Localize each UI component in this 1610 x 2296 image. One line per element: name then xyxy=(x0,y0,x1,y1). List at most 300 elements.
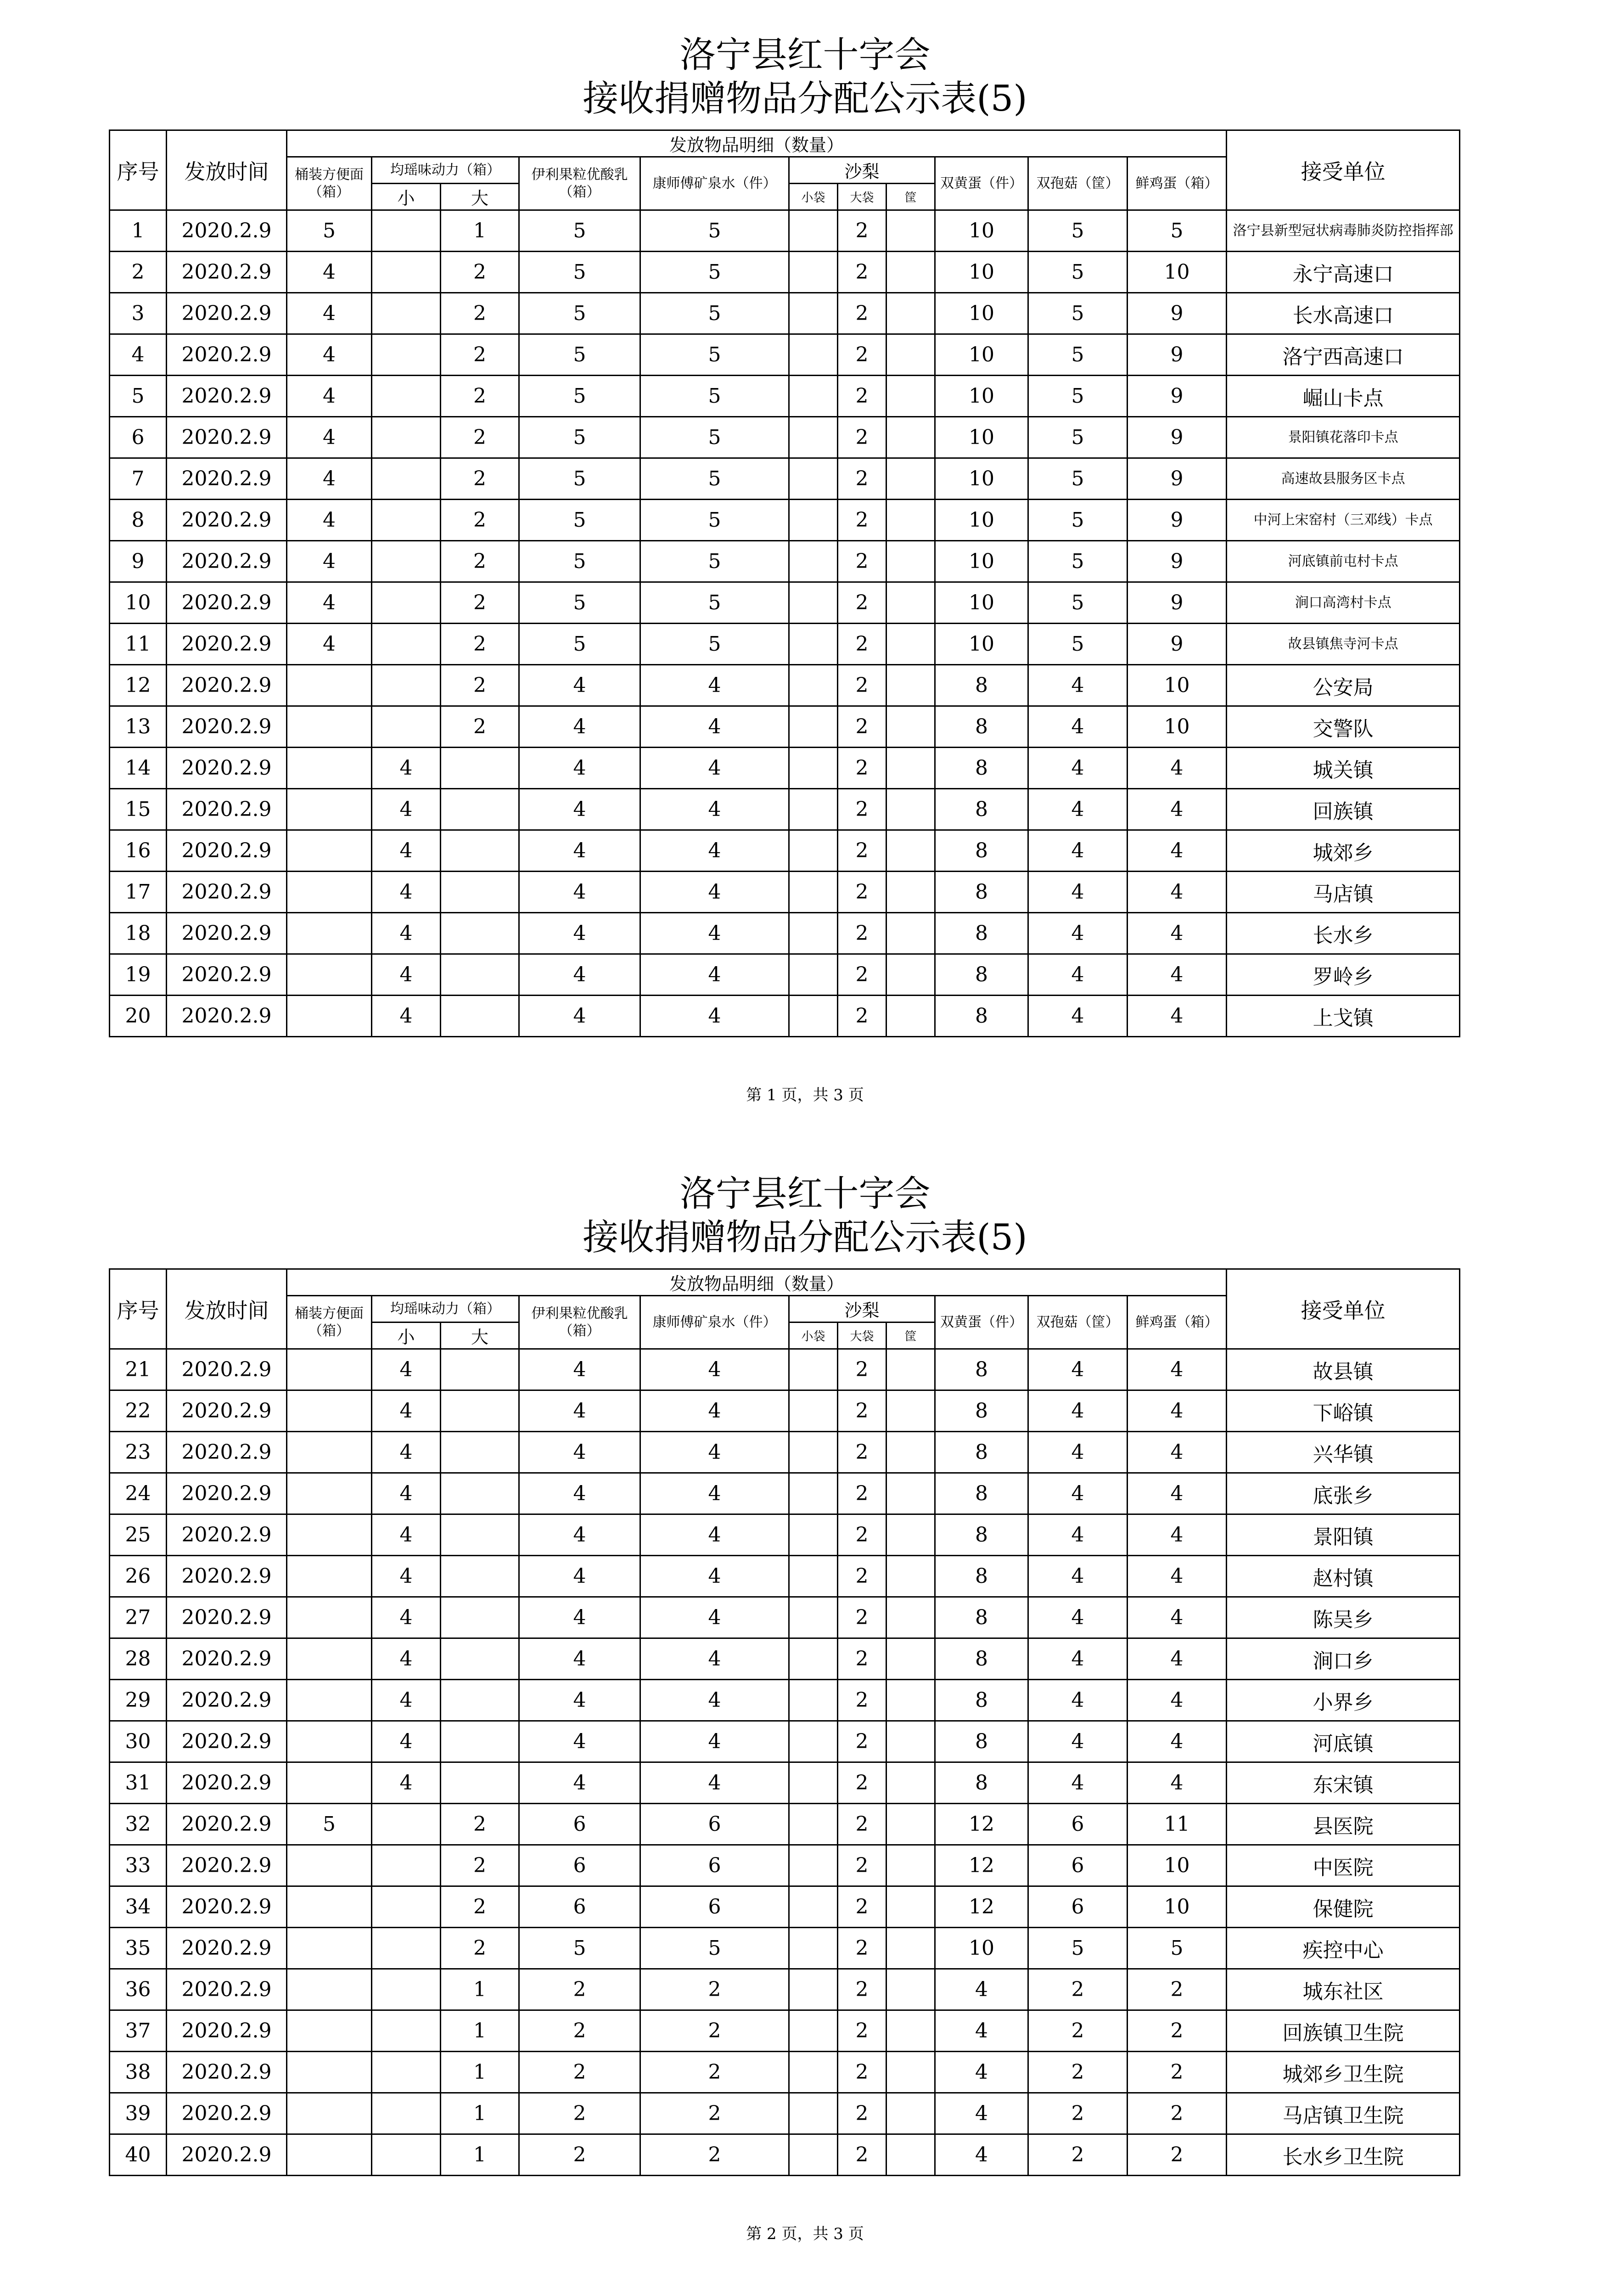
cell-pb xyxy=(886,1597,935,1638)
cell-no: 29 xyxy=(110,1680,167,1721)
cell-water: 4 xyxy=(640,1556,789,1597)
cell-yili: 4 xyxy=(519,830,640,872)
cell-jl xyxy=(441,1473,519,1514)
cell-jl: 2 xyxy=(441,1804,519,1845)
cell-jl: 2 xyxy=(441,665,519,706)
cell-date: 2020.2.9 xyxy=(167,293,287,334)
cell-no: 37 xyxy=(110,2010,167,2052)
cell-eggs: 4 xyxy=(1128,1432,1227,1473)
cell-yili: 4 xyxy=(519,789,640,830)
cell-water: 6 xyxy=(640,1804,789,1845)
cell-unit: 崛山卡点 xyxy=(1227,376,1460,417)
cell-pb xyxy=(886,376,935,417)
cell-pl: 2 xyxy=(838,1390,886,1432)
cell-no: 5 xyxy=(110,376,167,417)
cell-pb xyxy=(886,830,935,872)
cell-pl: 2 xyxy=(838,1514,886,1556)
table-row xyxy=(110,1969,1460,2010)
cell-water: 4 xyxy=(640,872,789,913)
cell-jl: 2 xyxy=(441,252,519,293)
cell-eggs: 4 xyxy=(1128,872,1227,913)
cell-date: 2020.2.9 xyxy=(167,376,287,417)
cell-water: 4 xyxy=(640,996,789,1037)
cell-yolk: 8 xyxy=(935,1597,1028,1638)
cell-noodles xyxy=(287,1514,372,1556)
cell-ps xyxy=(789,954,838,996)
cell-pl: 2 xyxy=(838,1928,886,1969)
cell-ps xyxy=(789,582,838,624)
cell-date: 2020.2.9 xyxy=(167,624,287,665)
cell-yolk: 8 xyxy=(935,872,1028,913)
cell-date: 2020.2.9 xyxy=(167,706,287,748)
cell-eggs: 4 xyxy=(1128,954,1227,996)
cell-no: 24 xyxy=(110,1473,167,1514)
cell-no: 20 xyxy=(110,996,167,1037)
cell-eggs: 9 xyxy=(1128,293,1227,334)
cell-pl: 2 xyxy=(838,2052,886,2093)
cell-mush: 4 xyxy=(1028,1762,1128,1804)
cell-no: 40 xyxy=(110,2134,167,2176)
header-pear-basket: 筐 xyxy=(886,184,935,210)
cell-date: 2020.2.9 xyxy=(167,1804,287,1845)
cell-pl: 2 xyxy=(838,913,886,954)
cell-eggs: 4 xyxy=(1128,1390,1227,1432)
cell-mush: 6 xyxy=(1028,1845,1128,1886)
cell-water: 6 xyxy=(640,1845,789,1886)
cell-yolk: 10 xyxy=(935,458,1028,500)
cell-date: 2020.2.9 xyxy=(167,1349,287,1390)
cell-ps xyxy=(789,376,838,417)
cell-jl: 2 xyxy=(441,706,519,748)
cell-jl xyxy=(441,1349,519,1390)
cell-js: 4 xyxy=(372,1762,441,1804)
cell-ps xyxy=(789,1721,838,1762)
cell-js xyxy=(372,582,441,624)
cell-water: 4 xyxy=(640,1597,789,1638)
table-row xyxy=(110,913,1460,954)
cell-mush: 4 xyxy=(1028,1432,1128,1473)
cell-unit: 涧口高湾村卡点 xyxy=(1227,582,1460,624)
cell-mush: 2 xyxy=(1028,2093,1128,2134)
cell-pl: 2 xyxy=(838,458,886,500)
cell-date: 2020.2.9 xyxy=(167,1886,287,1928)
cell-unit: 城关镇 xyxy=(1227,748,1460,789)
cell-date: 2020.2.9 xyxy=(167,913,287,954)
cell-noodles xyxy=(287,1762,372,1804)
cell-pb xyxy=(886,2052,935,2093)
cell-ps xyxy=(789,624,838,665)
cell-unit: 疾控中心 xyxy=(1227,1928,1460,1969)
cell-water: 5 xyxy=(640,376,789,417)
page-footer: 第 1 页，共 3 页 xyxy=(746,1086,864,1104)
cell-ps xyxy=(789,293,838,334)
cell-water: 5 xyxy=(640,210,789,252)
cell-pl: 2 xyxy=(838,293,886,334)
cell-ps xyxy=(789,665,838,706)
header-unit: 接受单位 xyxy=(1227,1269,1460,1349)
cell-yolk: 10 xyxy=(935,210,1028,252)
cell-ps xyxy=(789,2093,838,2134)
cell-no: 21 xyxy=(110,1349,167,1390)
cell-pb xyxy=(886,1514,935,1556)
cell-date: 2020.2.9 xyxy=(167,210,287,252)
cell-date: 2020.2.9 xyxy=(167,334,287,376)
cell-mush: 4 xyxy=(1028,996,1128,1037)
cell-noodles: 5 xyxy=(287,210,372,252)
cell-jl xyxy=(441,830,519,872)
cell-unit: 河底镇前屯村卡点 xyxy=(1227,541,1460,582)
cell-no: 13 xyxy=(110,706,167,748)
cell-mush: 4 xyxy=(1028,789,1128,830)
cell-no: 2 xyxy=(110,252,167,293)
cell-unit: 陈吴乡 xyxy=(1227,1597,1460,1638)
cell-noodles xyxy=(287,2052,372,2093)
table-row xyxy=(110,1349,1460,1390)
cell-yolk: 10 xyxy=(935,1928,1028,1969)
cell-js xyxy=(372,1969,441,2010)
cell-pl: 2 xyxy=(838,2010,886,2052)
cell-yili: 2 xyxy=(519,1969,640,2010)
table-row xyxy=(110,1390,1460,1432)
cell-mush: 5 xyxy=(1028,210,1128,252)
cell-js xyxy=(372,458,441,500)
cell-pl: 2 xyxy=(838,1721,886,1762)
cell-noodles xyxy=(287,1349,372,1390)
cell-water: 5 xyxy=(640,541,789,582)
cell-no: 18 xyxy=(110,913,167,954)
cell-date: 2020.2.9 xyxy=(167,1762,287,1804)
cell-yili: 6 xyxy=(519,1804,640,1845)
cell-pl: 2 xyxy=(838,830,886,872)
cell-date: 2020.2.9 xyxy=(167,830,287,872)
cell-yili: 4 xyxy=(519,1721,640,1762)
cell-yili: 5 xyxy=(519,334,640,376)
cell-noodles xyxy=(287,1969,372,2010)
cell-mush: 4 xyxy=(1028,1473,1128,1514)
cell-pl: 2 xyxy=(838,210,886,252)
cell-ps xyxy=(789,1928,838,1969)
cell-yili: 5 xyxy=(519,417,640,458)
cell-pb xyxy=(886,789,935,830)
cell-jl: 2 xyxy=(441,582,519,624)
cell-no: 36 xyxy=(110,1969,167,2010)
table-row xyxy=(110,1556,1460,1597)
cell-unit: 回族镇卫生院 xyxy=(1227,2010,1460,2052)
cell-pl: 2 xyxy=(838,789,886,830)
table-row xyxy=(110,624,1460,665)
cell-no: 28 xyxy=(110,1638,167,1680)
cell-jl: 2 xyxy=(441,1845,519,1886)
cell-mush: 4 xyxy=(1028,1556,1128,1597)
cell-date: 2020.2.9 xyxy=(167,2052,287,2093)
cell-jl xyxy=(441,1514,519,1556)
cell-eggs: 9 xyxy=(1128,458,1227,500)
cell-noodles: 4 xyxy=(287,541,372,582)
cell-jl: 1 xyxy=(441,2052,519,2093)
cell-ps xyxy=(789,1680,838,1721)
header-noodles: 桶装方便面（箱） xyxy=(287,1296,372,1349)
cell-mush: 4 xyxy=(1028,1680,1128,1721)
cell-unit: 底张乡 xyxy=(1227,1473,1460,1514)
cell-unit: 城郊乡 xyxy=(1227,830,1460,872)
cell-unit: 县医院 xyxy=(1227,1804,1460,1845)
cell-unit: 罗岭乡 xyxy=(1227,954,1460,996)
cell-date: 2020.2.9 xyxy=(167,1928,287,1969)
cell-unit: 河底镇 xyxy=(1227,1721,1460,1762)
cell-pl: 2 xyxy=(838,1680,886,1721)
table-row xyxy=(110,1514,1460,1556)
cell-water: 2 xyxy=(640,2134,789,2176)
cell-unit: 保健院 xyxy=(1227,1886,1460,1928)
cell-yili: 5 xyxy=(519,293,640,334)
cell-eggs: 4 xyxy=(1128,996,1227,1037)
cell-jl: 1 xyxy=(441,2010,519,2052)
cell-mush: 6 xyxy=(1028,1804,1128,1845)
cell-water: 5 xyxy=(640,582,789,624)
cell-pl: 2 xyxy=(838,1349,886,1390)
distribution-table xyxy=(109,1268,1460,2176)
cell-eggs: 10 xyxy=(1128,706,1227,748)
cell-water: 4 xyxy=(640,1390,789,1432)
cell-yolk: 8 xyxy=(935,706,1028,748)
cell-pl: 2 xyxy=(838,706,886,748)
cell-noodles: 4 xyxy=(287,376,372,417)
cell-date: 2020.2.9 xyxy=(167,1514,287,1556)
cell-unit: 中医院 xyxy=(1227,1845,1460,1886)
header-yili: 伊利果粒优酸乳（箱） xyxy=(519,1296,640,1349)
cell-unit: 洛宁县新型冠状病毒肺炎防控指挥部 xyxy=(1227,210,1460,252)
cell-noodles: 4 xyxy=(287,458,372,500)
cell-js xyxy=(372,252,441,293)
cell-water: 5 xyxy=(640,500,789,541)
cell-pl: 2 xyxy=(838,1845,886,1886)
cell-unit: 长水乡卫生院 xyxy=(1227,2134,1460,2176)
cell-mush: 4 xyxy=(1028,1721,1128,1762)
cell-pl: 2 xyxy=(838,1638,886,1680)
cell-jl xyxy=(441,748,519,789)
cell-water: 6 xyxy=(640,1886,789,1928)
cell-ps xyxy=(789,1432,838,1473)
cell-yolk: 8 xyxy=(935,1514,1028,1556)
cell-water: 4 xyxy=(640,1432,789,1473)
cell-mush: 5 xyxy=(1028,252,1128,293)
cell-jl xyxy=(441,1432,519,1473)
cell-date: 2020.2.9 xyxy=(167,872,287,913)
cell-noodles xyxy=(287,1845,372,1886)
cell-yolk: 10 xyxy=(935,500,1028,541)
cell-water: 4 xyxy=(640,830,789,872)
cell-noodles xyxy=(287,706,372,748)
cell-yolk: 8 xyxy=(935,830,1028,872)
cell-water: 4 xyxy=(640,706,789,748)
table-row xyxy=(110,1845,1460,1886)
cell-yolk: 8 xyxy=(935,954,1028,996)
cell-yolk: 10 xyxy=(935,541,1028,582)
cell-water: 5 xyxy=(640,334,789,376)
header-egg-yolk: 双黄蛋（件） xyxy=(935,157,1028,210)
cell-unit: 城郊乡卫生院 xyxy=(1227,2052,1460,2093)
table-row xyxy=(110,706,1460,748)
cell-pl: 2 xyxy=(838,665,886,706)
cell-pb xyxy=(886,1886,935,1928)
cell-yili: 5 xyxy=(519,210,640,252)
cell-unit: 涧口乡 xyxy=(1227,1638,1460,1680)
cell-js: 4 xyxy=(372,1638,441,1680)
cell-mush: 4 xyxy=(1028,1514,1128,1556)
cell-yili: 5 xyxy=(519,582,640,624)
cell-js xyxy=(372,2052,441,2093)
cell-yolk: 10 xyxy=(935,293,1028,334)
cell-noodles: 4 xyxy=(287,417,372,458)
cell-ps xyxy=(789,2010,838,2052)
cell-yili: 4 xyxy=(519,665,640,706)
cell-unit: 景阳镇 xyxy=(1227,1514,1460,1556)
cell-no: 31 xyxy=(110,1762,167,1804)
header-index: 序号 xyxy=(110,130,167,210)
cell-noodles xyxy=(287,954,372,996)
cell-yili: 4 xyxy=(519,1349,640,1390)
cell-pl: 2 xyxy=(838,1597,886,1638)
cell-pl: 2 xyxy=(838,376,886,417)
cell-ps xyxy=(789,541,838,582)
cell-water: 4 xyxy=(640,1638,789,1680)
cell-mush: 4 xyxy=(1028,954,1128,996)
cell-ps xyxy=(789,706,838,748)
cell-mush: 5 xyxy=(1028,417,1128,458)
cell-mush: 4 xyxy=(1028,706,1128,748)
cell-ps xyxy=(789,1886,838,1928)
cell-pb xyxy=(886,1969,935,2010)
header-pear-small: 小袋 xyxy=(789,184,838,210)
cell-yolk: 8 xyxy=(935,1473,1028,1514)
cell-jl: 2 xyxy=(441,293,519,334)
cell-no: 8 xyxy=(110,500,167,541)
cell-yili: 5 xyxy=(519,500,640,541)
cell-pb xyxy=(886,1390,935,1432)
cell-yili: 2 xyxy=(519,2093,640,2134)
cell-pb xyxy=(886,1928,935,1969)
cell-noodles xyxy=(287,1638,372,1680)
cell-yili: 4 xyxy=(519,1680,640,1721)
org-title: 洛宁县红十字会 xyxy=(679,34,931,76)
cell-unit: 洛宁西高速口 xyxy=(1227,334,1460,376)
cell-noodles xyxy=(287,1721,372,1762)
table-row xyxy=(110,1762,1460,1804)
cell-no: 4 xyxy=(110,334,167,376)
cell-ps xyxy=(789,1556,838,1597)
cell-pl: 2 xyxy=(838,748,886,789)
cell-jl xyxy=(441,1762,519,1804)
cell-unit: 长水高速口 xyxy=(1227,293,1460,334)
cell-noodles: 5 xyxy=(287,1804,372,1845)
cell-ps xyxy=(789,2134,838,2176)
cell-no: 1 xyxy=(110,210,167,252)
header-detail-group: 发放物品明细（数量） xyxy=(287,130,1227,157)
cell-js xyxy=(372,417,441,458)
cell-noodles xyxy=(287,872,372,913)
cell-noodles xyxy=(287,2010,372,2052)
header-pear: 沙梨 xyxy=(789,1296,935,1322)
cell-jl xyxy=(441,789,519,830)
cell-pl: 2 xyxy=(838,872,886,913)
cell-jl xyxy=(441,954,519,996)
cell-pb xyxy=(886,334,935,376)
cell-pb xyxy=(886,996,935,1037)
cell-pl: 2 xyxy=(838,252,886,293)
cell-eggs: 4 xyxy=(1128,1638,1227,1680)
cell-jl xyxy=(441,1556,519,1597)
header-egg-yolk: 双黄蛋（件） xyxy=(935,1296,1028,1349)
cell-no: 19 xyxy=(110,954,167,996)
cell-pl: 2 xyxy=(838,334,886,376)
header-water: 康师傅矿泉水（件） xyxy=(640,1296,789,1349)
cell-pl: 2 xyxy=(838,1969,886,2010)
cell-yolk: 8 xyxy=(935,1556,1028,1597)
table-row xyxy=(110,252,1460,293)
cell-water: 4 xyxy=(640,1473,789,1514)
cell-js: 4 xyxy=(372,1514,441,1556)
cell-yili: 5 xyxy=(519,624,640,665)
header-pear-large: 大袋 xyxy=(838,184,886,210)
cell-jl: 2 xyxy=(441,376,519,417)
cell-yolk: 10 xyxy=(935,417,1028,458)
cell-ps xyxy=(789,2052,838,2093)
cell-water: 4 xyxy=(640,1762,789,1804)
cell-pb xyxy=(886,1349,935,1390)
cell-pl: 2 xyxy=(838,1432,886,1473)
table-row xyxy=(110,458,1460,500)
cell-ps xyxy=(789,210,838,252)
cell-no: 32 xyxy=(110,1804,167,1845)
page-3 xyxy=(0,2278,1610,2296)
cell-mush: 4 xyxy=(1028,1349,1128,1390)
cell-js: 4 xyxy=(372,1473,441,1514)
cell-yili: 6 xyxy=(519,1886,640,1928)
table-row xyxy=(110,334,1460,376)
cell-jl xyxy=(441,1390,519,1432)
cell-eggs: 9 xyxy=(1128,624,1227,665)
cell-water: 2 xyxy=(640,2010,789,2052)
cell-water: 4 xyxy=(640,665,789,706)
cell-noodles xyxy=(287,789,372,830)
header-pear-small: 小袋 xyxy=(789,1322,838,1349)
table-row xyxy=(110,789,1460,830)
cell-ps xyxy=(789,830,838,872)
cell-ps xyxy=(789,500,838,541)
cell-yili: 4 xyxy=(519,1514,640,1556)
cell-yolk: 4 xyxy=(935,2093,1028,2134)
cell-pl: 2 xyxy=(838,1886,886,1928)
cell-unit: 故县镇 xyxy=(1227,1349,1460,1390)
cell-unit: 公安局 xyxy=(1227,665,1460,706)
cell-date: 2020.2.9 xyxy=(167,1638,287,1680)
cell-water: 2 xyxy=(640,2093,789,2134)
cell-date: 2020.2.9 xyxy=(167,789,287,830)
cell-js xyxy=(372,1886,441,1928)
cell-ps xyxy=(789,1473,838,1514)
cell-water: 4 xyxy=(640,1514,789,1556)
cell-pb xyxy=(886,293,935,334)
cell-ps xyxy=(789,789,838,830)
cell-yolk: 8 xyxy=(935,1721,1028,1762)
cell-mush: 2 xyxy=(1028,2010,1128,2052)
cell-jl xyxy=(441,1597,519,1638)
cell-pb xyxy=(886,748,935,789)
cell-ps xyxy=(789,1597,838,1638)
cell-water: 4 xyxy=(640,954,789,996)
cell-pb xyxy=(886,1845,935,1886)
cell-yili: 4 xyxy=(519,1473,640,1514)
